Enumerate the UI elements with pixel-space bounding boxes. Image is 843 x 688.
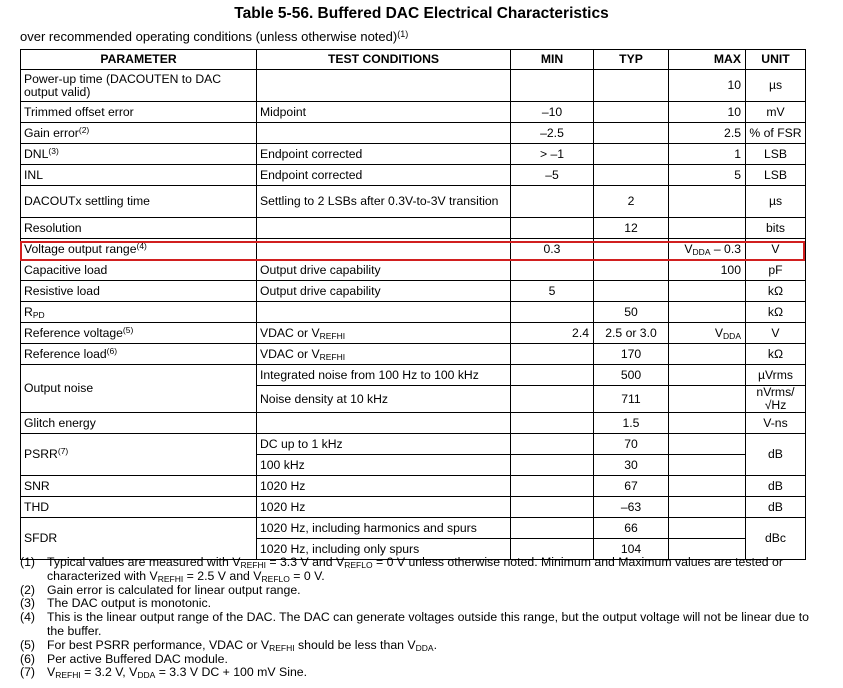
- table-row: [21, 281, 806, 302]
- min-cell: [511, 218, 594, 239]
- param-cell: Output noise: [21, 365, 257, 413]
- min-cell: [511, 455, 594, 476]
- table-subtitle: over recommended operating conditions (unless otherwise noted)$^{(1)}$: [20, 29, 409, 44]
- typ-cell: [594, 144, 669, 165]
- max-cell: $V_{DDA}$: [669, 323, 746, 344]
- typ-cell: 30: [594, 455, 669, 476]
- table-row: [21, 123, 806, 144]
- typ-cell: 67: [594, 476, 669, 497]
- footnote-ref: (5): [122, 324, 134, 335]
- footnote-ref: (1): [397, 29, 409, 39]
- unit-cell: dBc: [746, 518, 806, 560]
- typ-cell: [594, 123, 669, 144]
- footnote: (2) Gain error is calculated for linear output range.: [20, 582, 301, 597]
- typ-cell: 12: [594, 218, 669, 239]
- footnotes: [20, 556, 820, 680]
- max-cell: 10: [669, 102, 746, 123]
- cond-cell: Noise density at 10 kHz: [257, 386, 511, 413]
- unit-cell: µs: [746, 70, 806, 102]
- table-row: [21, 218, 806, 239]
- param-cell: Gain error$^{(2)}$: [21, 123, 257, 144]
- cond-cell: [257, 413, 511, 434]
- max-cell: 1: [669, 144, 746, 165]
- min-cell: [511, 497, 594, 518]
- unit-cell: mV: [746, 102, 806, 123]
- typ-cell: [594, 165, 669, 186]
- typ-cell: 66: [594, 518, 669, 539]
- table-row: [21, 165, 806, 186]
- unit-cell: % of FSR: [746, 123, 806, 144]
- max-cell: [669, 302, 746, 323]
- param-cell: Reference load$^{(6)}$: [21, 344, 257, 365]
- cond-cell: Settling to 2 LSBs after 0.3V-to-3V transition: [257, 186, 511, 218]
- min-cell: [511, 70, 594, 102]
- max-cell: [669, 476, 746, 497]
- min-cell: [511, 186, 594, 218]
- max-cell: [669, 281, 746, 302]
- footnote: (3) The DAC output is monotonic.: [20, 596, 212, 611]
- max-cell: 10: [669, 70, 746, 102]
- max-cell: 2.5: [669, 123, 746, 144]
- max-cell: [669, 455, 746, 476]
- header-typ: TYP: [594, 50, 669, 70]
- max-cell: [669, 518, 746, 539]
- table-row: [21, 260, 806, 281]
- cond-cell: VDAC or $V_{REFHI}$: [257, 344, 511, 365]
- table-row: [21, 413, 806, 434]
- param-cell: $R_{PD}$: [21, 302, 257, 323]
- cond-cell: 1020 Hz: [257, 497, 511, 518]
- footnote: (4) This is the linear output range of the DAC. The DAC can generate voltages outside this range, but the output voltage will not be linear due to the buffer.: [20, 610, 809, 638]
- table-row: [21, 144, 806, 165]
- typ-cell: –63: [594, 497, 669, 518]
- unit-cell: kΩ: [746, 281, 806, 302]
- footnote-ref: (7): [57, 446, 69, 456]
- cond-cell: Midpoint: [257, 102, 511, 123]
- max-cell: [669, 434, 746, 455]
- footnote-ref: (4): [136, 240, 147, 251]
- typ-cell: 170: [594, 344, 669, 365]
- unit-cell: dB: [746, 434, 806, 476]
- typ-cell: [594, 102, 669, 123]
- cond-cell: [257, 302, 511, 323]
- param-cell: Resolution: [21, 218, 257, 239]
- table-row: [21, 344, 806, 365]
- unit-cell: pF: [746, 260, 806, 281]
- table-row: [21, 102, 806, 123]
- max-cell: [669, 386, 746, 413]
- table-row: [21, 323, 806, 344]
- typ-cell: [594, 70, 669, 102]
- unit-cell: µVrms: [746, 365, 806, 386]
- cond-cell: Output drive capability: [257, 281, 511, 302]
- table-row: [21, 365, 806, 386]
- max-cell: [669, 218, 746, 239]
- cond-cell: DC up to 1 kHz: [257, 434, 511, 455]
- typ-cell: [594, 281, 669, 302]
- table-row: [21, 70, 806, 102]
- cond-cell: 1020 Hz: [257, 476, 511, 497]
- param-cell: Capacitive load: [21, 260, 257, 281]
- footnote: (5) For best PSRR performance, VDAC or $V_{REFHI}$ should be less than $V_{DDA}$.: [20, 637, 437, 653]
- min-cell: 0.3: [511, 239, 594, 260]
- unit-cell: LSB: [746, 144, 806, 165]
- unit-cell: dB: [746, 476, 806, 497]
- min-cell: [511, 434, 594, 455]
- footnote: (6) Per active Buffered DAC module.: [20, 651, 228, 666]
- param-cell: THD: [21, 497, 257, 518]
- max-cell: [669, 186, 746, 218]
- max-cell: [669, 413, 746, 434]
- table-row: [21, 476, 806, 497]
- min-cell: [511, 413, 594, 434]
- cond-cell: [257, 239, 511, 260]
- unit-cell: V: [746, 323, 806, 344]
- typ-cell: [594, 260, 669, 281]
- header-test-conditions: TEST CONDITIONS: [257, 50, 511, 70]
- max-cell: $V_{DDA} - 0.3$: [669, 239, 746, 260]
- cond-cell: Endpoint corrected: [257, 144, 511, 165]
- typ-cell: 104: [594, 539, 669, 560]
- typ-cell: 711: [594, 386, 669, 413]
- table-row: [21, 518, 806, 539]
- table-row: [21, 186, 806, 218]
- param-cell: DACOUTx settling time: [21, 186, 257, 218]
- header-max: MAX: [669, 50, 746, 70]
- param-cell: DNL$^{(3)}$: [21, 144, 257, 165]
- min-cell: [511, 476, 594, 497]
- min-cell: [511, 344, 594, 365]
- unit-cell: V-ns: [746, 413, 806, 434]
- param-cell: PSRR$^{(7)}$: [21, 434, 257, 476]
- cond-cell: VDAC or $V_{REFHI}$: [257, 323, 511, 344]
- min-cell: [511, 302, 594, 323]
- param-cell: SFDR: [21, 518, 257, 560]
- param-cell: Trimmed offset error: [21, 102, 257, 123]
- footnote: (1) Typical values are measured with $V_{REFHI} = 3.3$ V and $V_{REFLO} = 0$ V unless otherwise noted. Minimum and Maximum values are tested or characterized with $V_{REFHI} = 2.5$ V and $V_{REFLO} = 0$ V.: [20, 555, 783, 584]
- min-cell: –2.5: [511, 123, 594, 144]
- typ-cell: 1.5: [594, 413, 669, 434]
- param-cell: Glitch energy: [21, 413, 257, 434]
- max-cell: 100: [669, 260, 746, 281]
- max-cell: 5: [669, 165, 746, 186]
- table-row: [21, 302, 806, 323]
- cond-cell: [257, 218, 511, 239]
- footnote-ref: (2): [78, 124, 90, 135]
- param-cell: Resistive load: [21, 281, 257, 302]
- min-cell: [511, 260, 594, 281]
- max-cell: [669, 344, 746, 365]
- min-cell: –5: [511, 165, 594, 186]
- min-cell: > –1: [511, 144, 594, 165]
- header-row: [21, 50, 806, 70]
- unit-cell: kΩ: [746, 344, 806, 365]
- unit-cell: V: [746, 239, 806, 260]
- table-row: [21, 434, 806, 455]
- typ-cell: 2: [594, 186, 669, 218]
- min-cell: 2.4: [511, 323, 594, 344]
- header-unit: UNIT: [746, 50, 806, 70]
- cond-cell: Endpoint corrected: [257, 165, 511, 186]
- table-row: [21, 239, 806, 260]
- cond-cell: 1020 Hz, including harmonics and spurs: [257, 518, 511, 539]
- min-cell: –10: [511, 102, 594, 123]
- unit-cell: µs: [746, 186, 806, 218]
- typ-cell: 70: [594, 434, 669, 455]
- typ-cell: 500: [594, 365, 669, 386]
- unit-cell: kΩ: [746, 302, 806, 323]
- typ-cell: 50: [594, 302, 669, 323]
- table-title: Table 5-56. Buffered DAC Electrical Characteristics: [234, 5, 609, 22]
- table-row: [21, 497, 806, 518]
- dac-characteristics-table: [20, 49, 806, 560]
- param-cell: Reference voltage$^{(5)}$: [21, 323, 257, 344]
- param-cell: Voltage output range$^{(4)}$: [21, 239, 257, 260]
- unit-cell: nVrms/√Hz: [746, 386, 806, 413]
- unit-cell: LSB: [746, 165, 806, 186]
- header-parameter: PARAMETER: [21, 50, 257, 70]
- cond-cell: 100 kHz: [257, 455, 511, 476]
- cond-cell: [257, 70, 511, 102]
- min-cell: [511, 386, 594, 413]
- param-cell: Power-up time (DACOUTEN to DAC output valid): [21, 70, 257, 102]
- cond-cell: Output drive capability: [257, 260, 511, 281]
- typ-cell: [594, 239, 669, 260]
- typ-cell: 2.5 or 3.0: [594, 323, 669, 344]
- footnote: (7) $V_{REFHI} = 3.2$ V, $V_{DDA} = 3.3$ V DC + 100 mV Sine.: [20, 665, 308, 681]
- param-cell: INL: [21, 165, 257, 186]
- footnote-ref: (6): [106, 345, 118, 356]
- min-cell: 5: [511, 281, 594, 302]
- min-cell: [511, 518, 594, 539]
- cond-cell: Integrated noise from 100 Hz to 100 kHz: [257, 365, 511, 386]
- unit-cell: dB: [746, 497, 806, 518]
- unit-cell: bits: [746, 218, 806, 239]
- max-cell: [669, 497, 746, 518]
- param-cell: SNR: [21, 476, 257, 497]
- cond-cell: [257, 123, 511, 144]
- footnote-ref: (3): [48, 145, 59, 156]
- header-min: MIN: [511, 50, 594, 70]
- max-cell: [669, 365, 746, 386]
- min-cell: [511, 365, 594, 386]
- cond-cell: 1020 Hz, including only spurs: [257, 539, 511, 560]
